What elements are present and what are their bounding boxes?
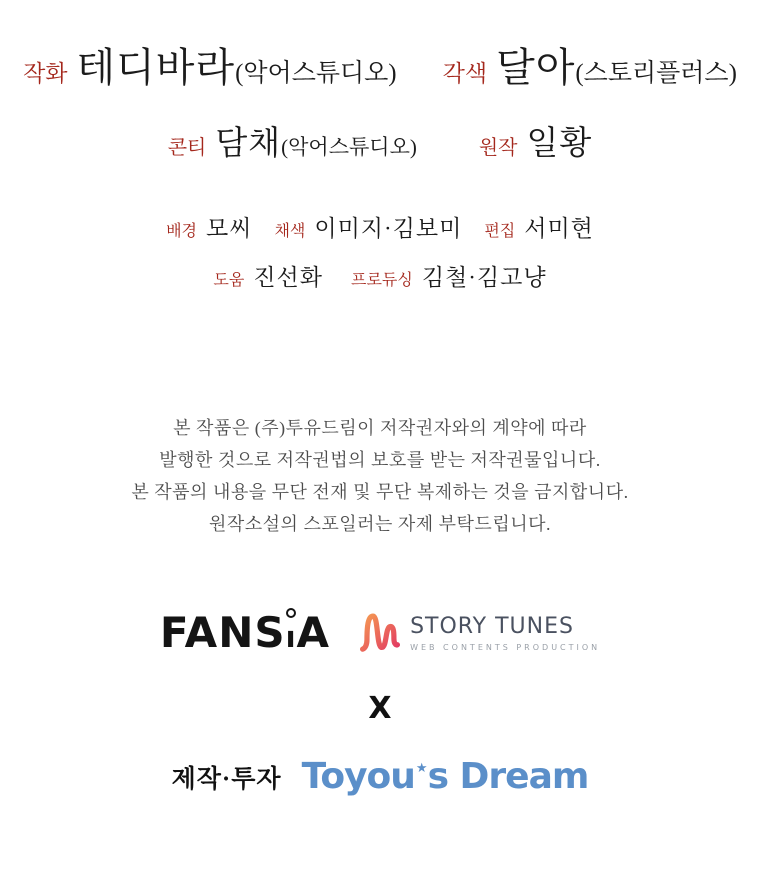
fansia-logo — [160, 608, 330, 657]
credit-studio-suffix: (악어스튜디오) — [281, 135, 417, 159]
partner-logos-row — [160, 604, 600, 661]
star-apostrophe-icon: ★ — [415, 761, 427, 776]
credit-name: 이미지·김보미 — [314, 216, 463, 241]
credit-item-artist — [23, 36, 397, 93]
credit-studio-suffix: (스토리플러스) — [575, 60, 737, 87]
credit-item-background — [166, 210, 252, 243]
toyous-dream-text: s Dream — [427, 756, 589, 797]
credit-row-2 — [168, 117, 593, 164]
credit-name: 테디바라 — [76, 45, 236, 90]
collaboration-x-separator: X — [368, 691, 392, 726]
copyright-line: 발행한 것으로 저작권법의 보호를 받는 저작권물입니다. — [159, 450, 601, 470]
production-role-label: 제작·투자 — [171, 765, 282, 793]
credit-name: 일황 — [526, 126, 593, 162]
credit-role-label: 콘티 — [167, 137, 207, 159]
fansia-i-letter — [286, 620, 297, 654]
credit-name: 김철·김고냥 — [421, 265, 547, 290]
toyous-dream-logo — [302, 756, 589, 797]
credit-item-producing — [351, 259, 547, 292]
fansia-ring-dot-icon — [286, 608, 296, 618]
credit-row-3 — [166, 210, 594, 243]
credit-name: 진선화 — [253, 265, 323, 290]
waveform-icon — [360, 604, 400, 661]
storytunes-title: STORY TUNES — [410, 613, 574, 639]
credit-item-adaptation — [443, 36, 737, 93]
credit-item-original-author — [479, 117, 592, 164]
storytunes-subtitle: WEB CONTENTS PRODUCTION — [410, 642, 601, 652]
fansia-logo-text: A — [296, 608, 331, 657]
fansia-logo-text: FANS — [159, 608, 286, 657]
copyright-line: 본 작품의 내용을 무단 전재 및 무단 복제하는 것을 금지합니다. — [131, 482, 629, 502]
credit-role-label: 편집 — [484, 223, 516, 240]
credit-item-assistance — [213, 259, 323, 292]
storytunes-logo — [360, 604, 600, 661]
credit-row-1 — [23, 36, 737, 93]
storytunes-text-block — [410, 614, 600, 652]
credit-role-label: 채색 — [274, 223, 306, 240]
credit-role-label: 원작 — [478, 137, 518, 159]
credit-role-label: 도움 — [213, 272, 245, 289]
credit-row-4 — [213, 259, 546, 292]
credit-studio-suffix: (악어스튜디오) — [235, 60, 397, 87]
copyright-notice — [131, 412, 628, 540]
credit-name: 달아 — [496, 45, 576, 90]
credit-role-label: 작화 — [23, 61, 68, 86]
credit-name: 모씨 — [206, 216, 253, 241]
credit-role-label: 배경 — [166, 223, 197, 240]
credit-role-label: 프로듀싱 — [351, 272, 413, 289]
toyous-dream-text: Toyou — [301, 756, 415, 797]
production-row — [172, 756, 589, 797]
credit-item-storyboard — [168, 117, 417, 164]
credit-item-coloring — [274, 210, 462, 243]
credit-item-editing — [484, 210, 594, 243]
credit-name: 담채 — [215, 126, 282, 162]
credit-role-label: 각색 — [442, 61, 488, 86]
copyright-line: 본 작품은 (주)투유드림이 저작권자와의 계약에 따라 — [173, 418, 587, 438]
copyright-line: 원작소설의 스포일러는 자제 부탁드립니다. — [209, 514, 551, 534]
fansia-logo-text: ı — [285, 620, 297, 654]
credit-name: 서미현 — [524, 216, 594, 241]
